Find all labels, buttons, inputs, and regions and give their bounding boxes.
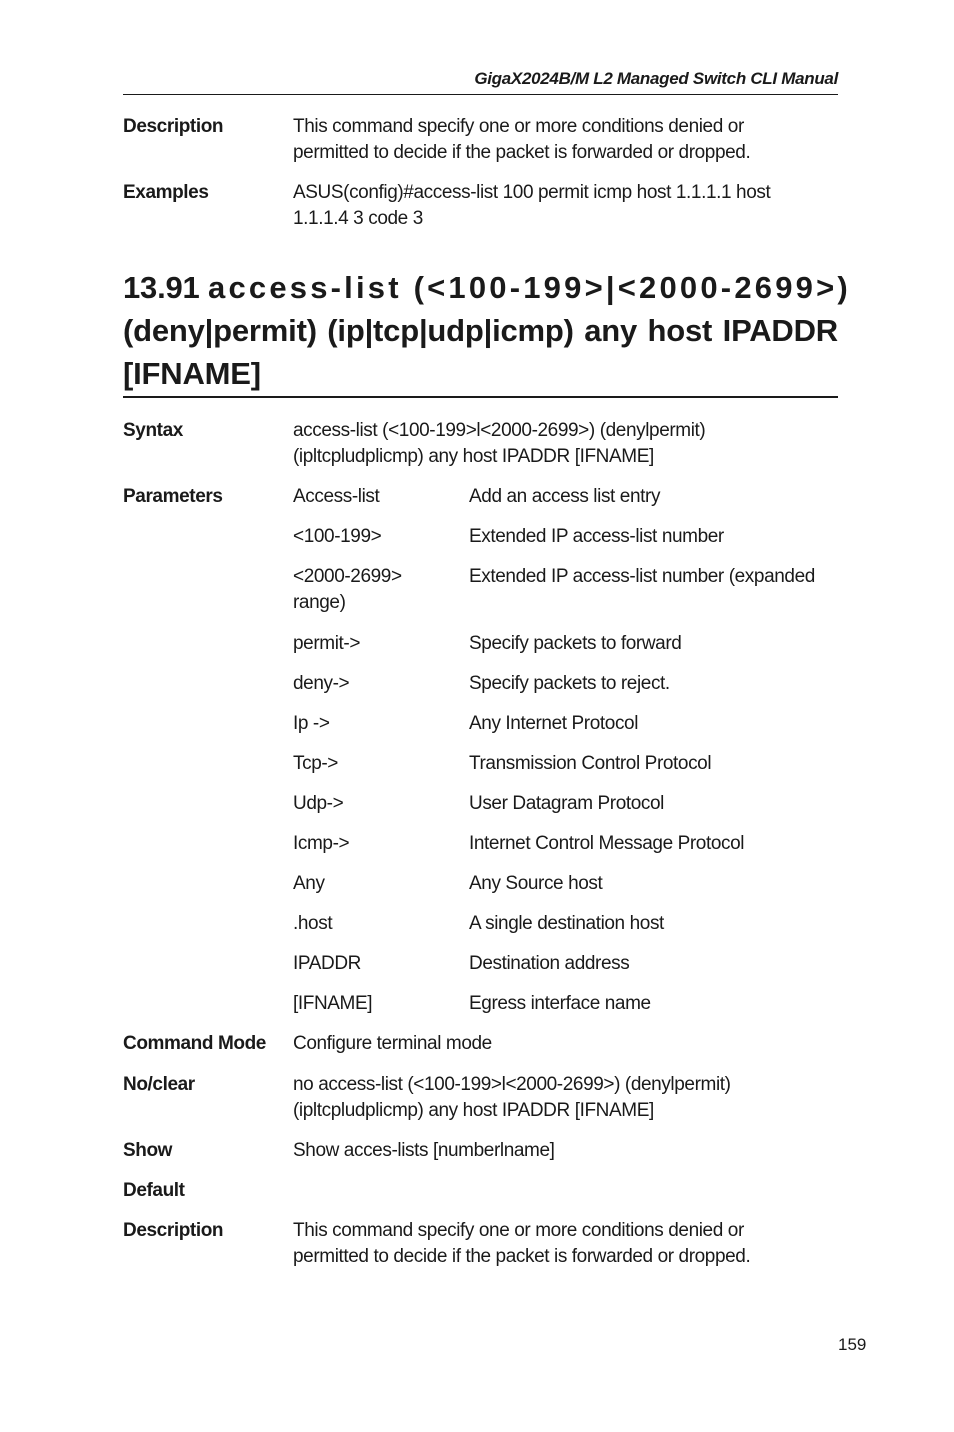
show-value: Show acces-lists [numberlname] [293,1140,555,1161]
prev-description-line: permitted to decide if the packet is forwarded or dropped. [293,142,751,163]
parameter-description: Extended IP access-list number (expanded [469,566,815,587]
parameter-name: .host [293,913,333,934]
prev-examples-line: 1.1.1.4 3 code 3 [293,208,423,229]
parameter-name: Any [293,873,325,894]
parameter-description: Egress interface name [469,993,651,1014]
parameter-description: Internet Control Message Protocol [469,833,745,854]
no-clear-line: (ipltcpludplicmp) any host IPADDR [IFNAME] [293,1100,654,1121]
parameter-description: User Datagram Protocol [469,793,664,814]
prev-description-label: Description [123,116,224,137]
parameter-description: Specify packets to forward [469,633,682,654]
parameter-name: Access-list [293,486,380,507]
header-rule [123,94,838,95]
parameter-description-continuation: range) [293,592,346,613]
parameter-description: Any Internet Protocol [469,713,639,734]
parameter-name: permit-> [293,633,361,654]
parameter-description: A single destination host [469,913,664,934]
syntax-label: Syntax [123,420,183,441]
parameter-name: Icmp-> [293,833,350,854]
show-label: Show [123,1140,173,1161]
syntax-line: (ipltcpludplicmp) any host IPADDR [IFNAME] [293,446,654,467]
parameters-label: Parameters [123,486,223,507]
parameter-name: Ip -> [293,713,330,734]
parameter-name: Tcp-> [293,753,338,774]
prev-examples-line: ASUS(config)#access-list 100 permit icmp host 1.1.1.1 host [293,182,771,203]
command-mode-value: Configure terminal mode [293,1033,492,1054]
section-heading-line1 [123,266,851,309]
description-text [293,1218,838,1270]
default-label: Default [123,1180,185,1201]
command-mode-label: Command Mode [123,1033,266,1054]
parameter-name: <100-199> [293,526,382,547]
description-label: Description [123,1220,224,1241]
section-title-line2: (deny|permit) (ip|tcp|udp|icmp) any host IPADDR [123,313,838,348]
parameter-description: Add an access list entry [469,486,661,507]
parameter-name: IPADDR [293,953,361,974]
page-number: 159 [838,1335,867,1354]
section-rule [123,396,838,398]
description-line: This command specify one or more conditions denied or [293,1220,744,1241]
prev-description-line: This command specify one or more conditions denied or [293,116,744,137]
parameter-name: Udp-> [293,793,344,814]
parameter-description: Specify packets to reject. [469,673,670,694]
parameter-description: Any Source host [469,873,603,894]
syntax-text [293,418,838,470]
section-title-line3: [IFNAME] [123,356,261,391]
section-heading [123,266,851,395]
no-clear-line: no access-list (<100-199>l<2000-2699>) (denylpermit) [293,1074,731,1095]
syntax-line: access-list (<100-199>l<2000-2699>) (denylpermit) [293,420,706,441]
parameter-name: <2000-2699> [293,566,402,587]
description-line: permitted to decide if the packet is forwarded or dropped. [293,1246,751,1267]
parameter-description: Extended IP access-list number [469,526,724,547]
no-clear-label: No/clear [123,1074,195,1095]
prev-description-text [293,114,838,166]
parameter-description: Transmission Control Protocol [469,753,712,774]
parameter-name: [IFNAME] [293,993,373,1014]
no-clear-text [293,1072,838,1124]
parameter-name: deny-> [293,673,350,694]
section-title-line1: access-list (<100-199>|<2000-2699>) [208,270,851,305]
section-number: 13.91 [123,270,200,305]
prev-examples-text [293,180,838,232]
parameter-description: Destination address [469,953,630,974]
prev-examples-label: Examples [123,182,209,203]
running-header: GigaX2024B/M L2 Managed Switch CLI Manual [474,69,838,88]
